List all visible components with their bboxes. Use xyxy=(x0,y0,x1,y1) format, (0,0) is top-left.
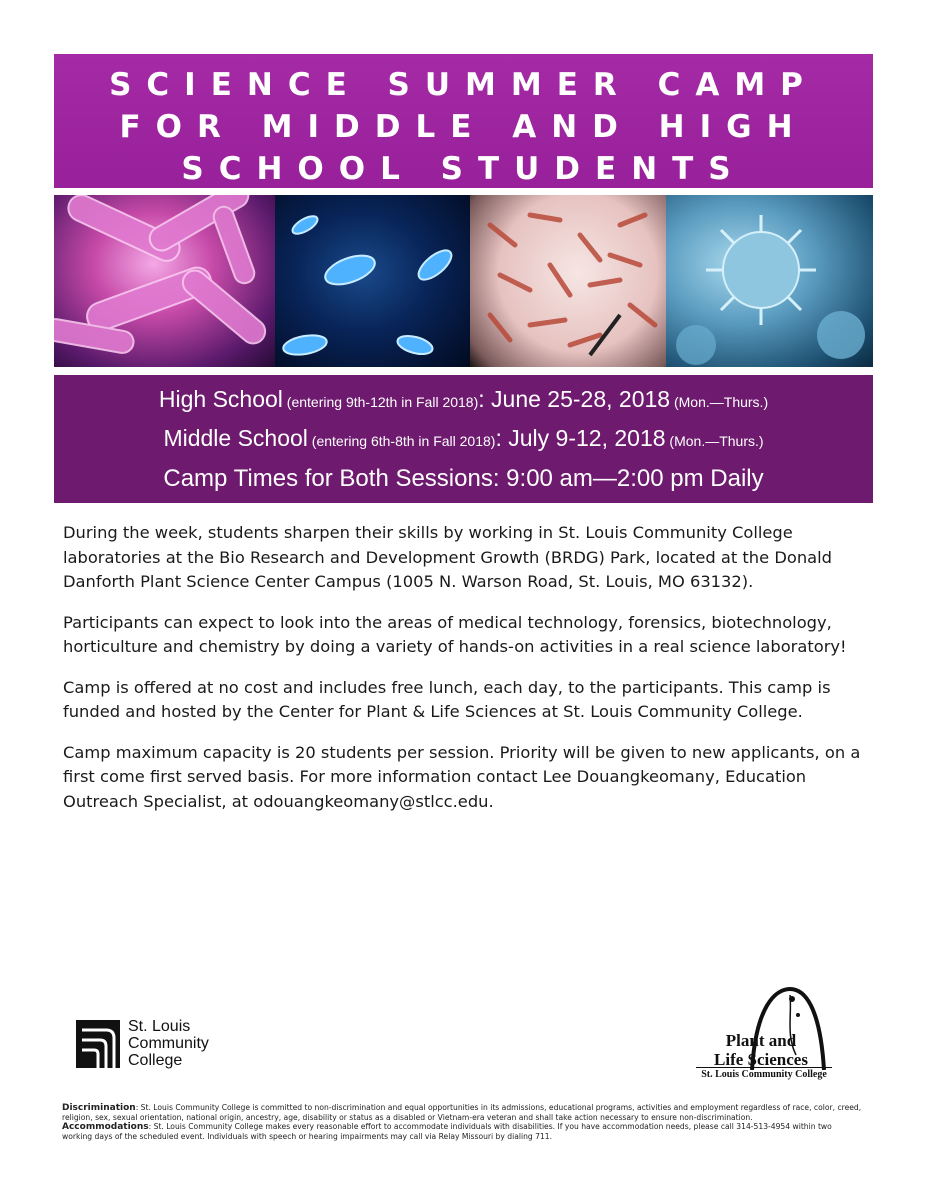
stlcc-name-line-3: College xyxy=(128,1052,183,1069)
high-school-label: High School xyxy=(158,386,283,412)
stlcc-logo xyxy=(76,1018,226,1074)
paragraph-activities: Participants can expect to look into the areas of medical technology, forensics, biotechnology, horticulture and chemistry by doing a variety of hands-on activities in a real science laboratory! xyxy=(63,612,847,656)
pink-bacteria-image xyxy=(54,195,275,367)
accommodations-label: Accommodations xyxy=(62,1122,149,1132)
accommodations-text: : St. Louis Community College makes every reasonable effort to accommodate individuals with disabilities. If you have accommodation needs, please call 314-513-4954 within two working days of the scheduled event. Individuals with speech or hearing impairments may call via Relay Missouri by dialing 711. xyxy=(62,1122,832,1141)
middle-school-note: (entering 6th-8th in Fall 2018) xyxy=(307,433,496,449)
middle-school-label: Middle School xyxy=(163,425,308,451)
middle-school-days: (Mon.—Thurs.) xyxy=(665,433,764,449)
stlcc-mark-icon xyxy=(76,1020,120,1068)
middle-school-dates: : July 9-12, 2018 xyxy=(495,425,666,451)
title-line-1: SCIENCE SUMMER CAMP xyxy=(109,67,818,103)
high-school-days: (Mon.—Thurs.) xyxy=(670,394,769,410)
stlcc-name xyxy=(128,1018,238,1069)
pls-subtitle: St. Louis Community College xyxy=(696,1067,832,1080)
title-line-3: SCHOOL STUDENTS xyxy=(181,151,746,187)
title-line-2: FOR MIDDLE AND HIGH xyxy=(119,109,808,145)
discrimination-notice xyxy=(62,1103,862,1122)
bacteria-photo-strip xyxy=(54,195,873,367)
title-banner xyxy=(54,54,873,188)
paragraph-capacity: Camp maximum capacity is 20 students per session. Priority will be given to new applicants, on a first come first served basis. For more information contact Lee Douangkeomany, Education Outreach Specialist, at odouangkeomany@stlcc.edu. xyxy=(63,742,861,811)
high-school-note: (entering 9th-12th in Fall 2018) xyxy=(282,394,479,410)
paragraph-cost: Camp is offered at no cost and includes free lunch, each day, to the participants. This camp is funded and hosted by the Center for Plant & Life Sciences at St. Louis Community College. xyxy=(63,677,831,721)
plant-life-sciences-logo xyxy=(696,985,836,1080)
high-school-session xyxy=(54,381,873,420)
blue-bacteria-image xyxy=(275,195,470,367)
footer-notice xyxy=(62,1103,862,1141)
accommodations-notice xyxy=(62,1122,862,1141)
stlcc-name-line-2: Community xyxy=(128,1035,209,1052)
high-school-dates: : June 25-28, 2018 xyxy=(478,386,671,412)
discrimination-label: Discrimination xyxy=(62,1103,136,1113)
stlcc-name-line-1: St. Louis xyxy=(128,1018,191,1035)
pls-title-line-1: Plant and xyxy=(725,1031,797,1050)
microscope-slide-image xyxy=(470,195,666,367)
pls-title-line-2: Life Sciences xyxy=(714,1050,808,1069)
paragraph-location: During the week, students sharpen their skills by working in St. Louis Community College laboratories at the Bio Research and Development Growth (BRDG) Park, located at the Donald Danforth Plant Science Center Campus (1005 N. Warson Road, St. Louis, MO 63132). xyxy=(63,523,832,591)
middle-school-session xyxy=(54,420,873,459)
virus-image xyxy=(666,195,873,367)
camp-times: Camp Times for Both Sessions: 9:00 am—2:00 pm Daily xyxy=(163,465,764,492)
pls-title xyxy=(696,1031,826,1069)
session-banner xyxy=(54,375,873,503)
body-text xyxy=(63,521,863,830)
discrimination-text: : St. Louis Community College is committed to non-discrimination and equal opportunities in its admissions, educational programs, activities and employment regardless of race, color, creed, religion, sex, sexual orientation, national origin, ancestry, age, disability or status as a disabled or Vietnam-era veteran and shall take action necessary to ensure non-discrimination. xyxy=(62,1103,862,1122)
